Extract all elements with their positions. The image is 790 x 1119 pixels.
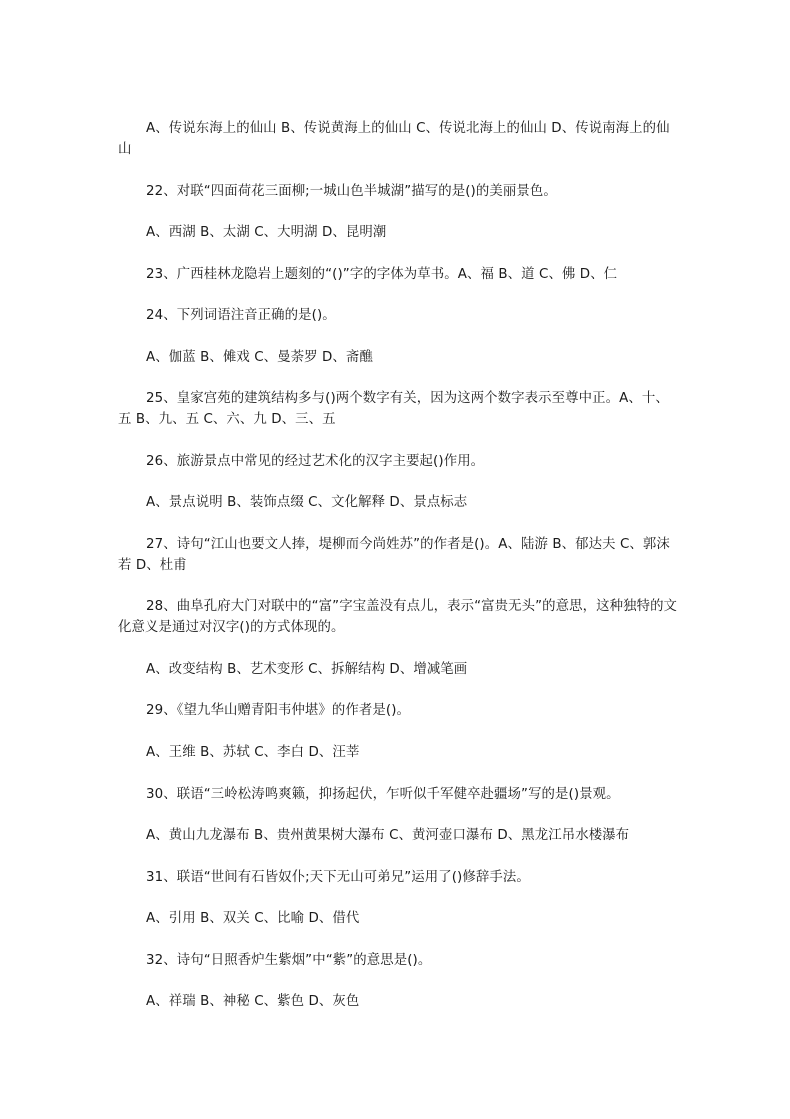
answer-options-26: A、景点说明 B、装饰点缀 C、文化解释 D、景点标志 [146,495,468,510]
answer-options-31: A、引用 B、双关 C、比喻 D、借代 [146,911,360,926]
question-26: 26、旅游景点中常见的经过艺术化的汉字主要起()作用。 [146,454,485,469]
answer-options-29: A、王维 B、苏轼 C、李白 D、汪莘 [146,745,360,760]
answer-options-28: A、改变结构 B、艺术变形 C、拆解结构 D、增减笔画 [146,662,468,677]
question-23: 23、广西桂林龙隐岩上题刻的“()”字的字体为草书。A、福 B、道 C、佛 D、仁 [146,267,618,282]
answer-options-24: A、伽蓝 B、傩戏 C、曼荼罗 D、斋醮 [146,350,373,365]
question-25: 25、皇家宫苑的建筑结构多与()两个数字有关，因为这两个数字表示至尊中正。A、十、五 B、九、五 C、六、九 D、三、五 [118,391,669,427]
question-24: 24、下列词语注音正确的是()。 [146,308,336,323]
question-29: 29、《望九华山赠青阳韦仲堪》的作者是()。 [146,703,411,718]
question-22: 22、对联“四面荷花三面柳;一城山色半城湖”描写的是()的美丽景色。 [146,184,557,199]
answer-options-22: A、西湖 B、太湖 C、大明湖 D、昆明潮 [146,225,387,240]
question-30: 30、联语“三岭松涛鸣爽籁，抑扬起伏，乍听似千军健卒赴疆场”写的是()景观。 [146,787,620,802]
answer-options-30: A、黄山九龙瀑布 B、贵州黄果树大瀑布 C、黄河壶口瀑布 D、黑龙江吊水楼瀑布 [146,828,630,843]
answer-options-32: A、祥瑞 B、神秘 C、紫色 D、灰色 [146,994,360,1009]
question-28: 28、曲阜孔府大门对联中的“富”字宝盖没有点儿，表示“富贵无头”的意思，这种独特的文化意义是通过对汉字()的方式体现的。 [118,599,678,635]
answer-options-21: A、传说东海上的仙山 B、传说黄海上的仙山 C、传说北海上的仙山 D、传说南海上的仙山 [118,121,670,157]
question-32: 32、诗句“日照香炉生紫烟”中“紫”的意思是()。 [146,953,432,968]
question-31: 31、联语“世间有石皆奴仆;天下无山可弟兄”运用了()修辞手法。 [146,870,530,885]
question-27: 27、诗句“江山也要文人捧，堤柳而今尚姓苏”的作者是()。A、陆游 B、郁达夫 C、郭沫若 D、杜甫 [118,537,670,573]
